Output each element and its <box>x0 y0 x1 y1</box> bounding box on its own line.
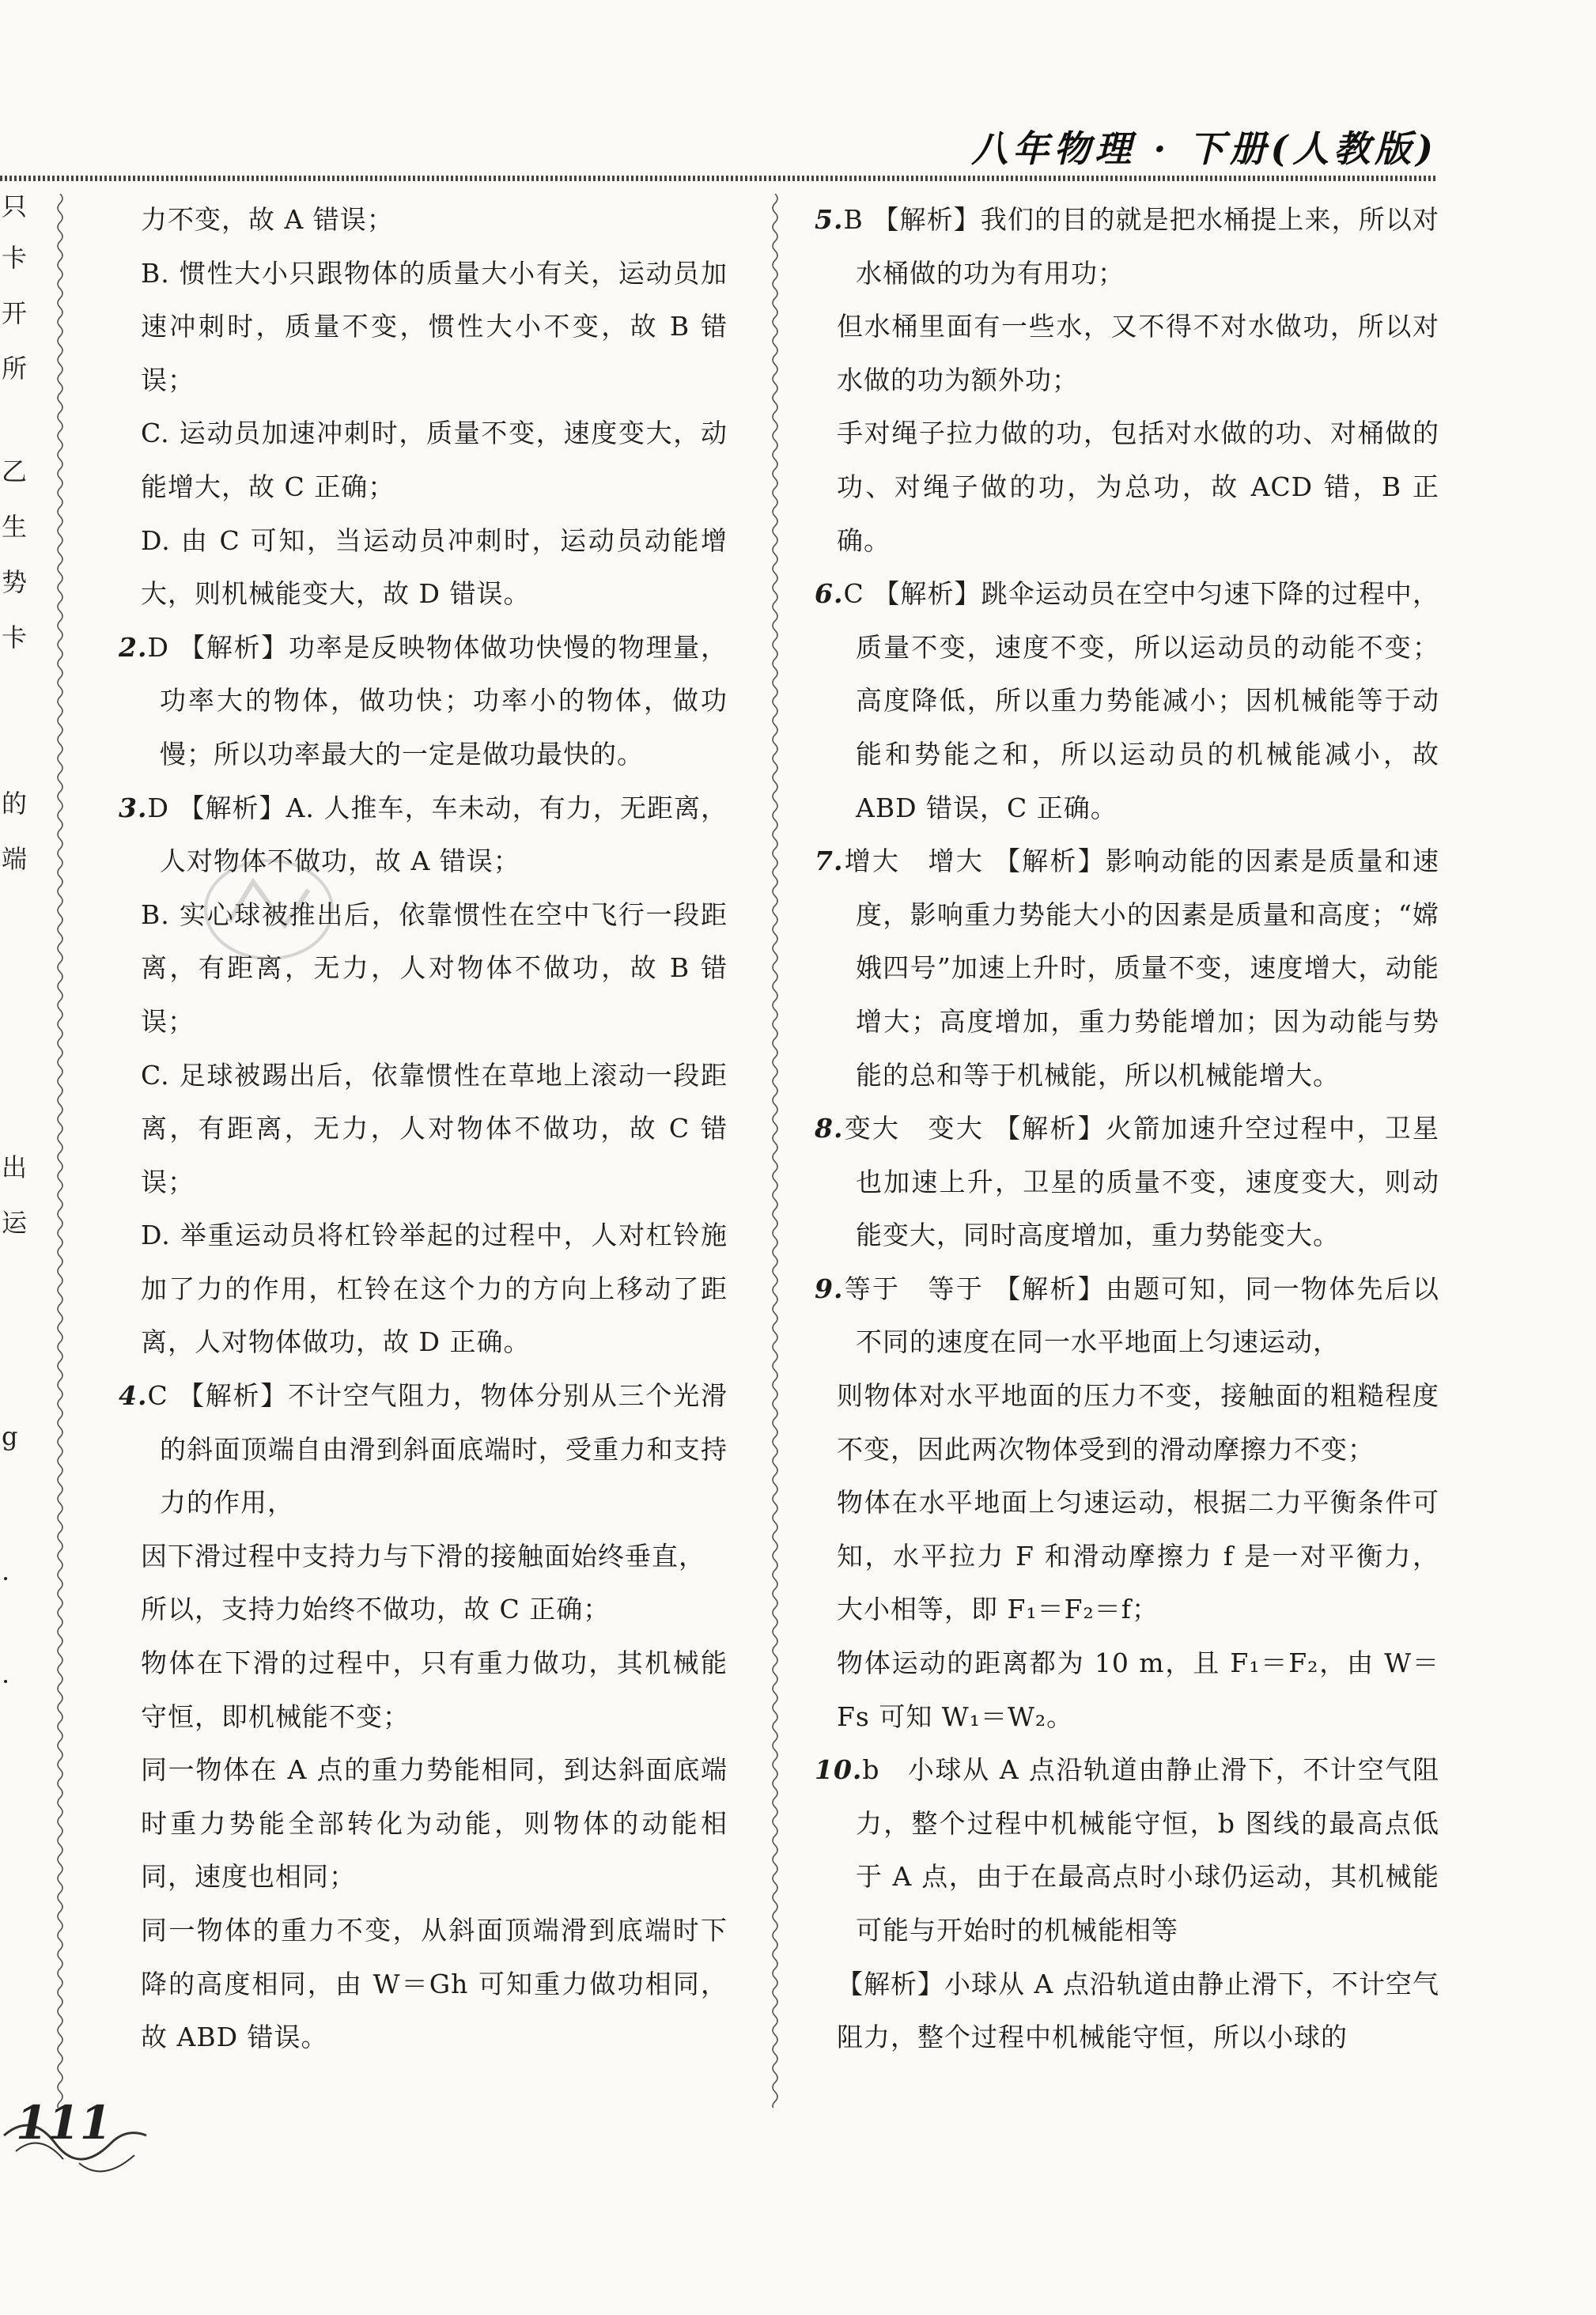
edge-fragment: 只 <box>2 191 28 221</box>
question-number: 6. <box>815 578 844 610</box>
answer-text: B. 实心球被推出后，依靠惯性在空中飞行一段距离，有距离，无力，人对物体不做功，故 B 错误； <box>141 898 728 1037</box>
answer-paragraph <box>119 621 728 781</box>
answer-text: 所以，支持力始终不做功，故 C 正确； <box>141 1594 611 1625</box>
answer-text: 手对绳子拉力做的功，包括对水做的功、对桶做的功、对绳子做的功，为总功，故 ACD 错，B 正确。 <box>837 418 1439 556</box>
question-number: 5. <box>815 204 844 235</box>
answer-paragraph <box>119 1904 728 2064</box>
answer-text: D 【解析】功率是反映物体做功快慢的物理量，功率大的物体，做功快；功率小的物体，做功慢；所以功率最大的一定是做功最快的。 <box>147 631 728 770</box>
answer-paragraph <box>815 407 1439 567</box>
answer-text: 物体在下滑的过程中，只有重力做功，其机械能守恒，即机械能不变； <box>141 1647 728 1732</box>
answer-paragraph <box>119 193 728 247</box>
answer-text: C. 运动员加速冲刺时，质量不变，速度变大，动能增大，故 C 正确； <box>141 418 728 502</box>
edge-fragment: 卡 <box>2 243 28 273</box>
answer-paragraph <box>815 1743 1439 1957</box>
answer-text: 【解析】小球从 A 点沿轨道由静止滑下，不计空气阻力，整个过程中机械能守恒，所以小球的 <box>837 1968 1439 2053</box>
answer-paragraph <box>119 1743 728 1904</box>
right-column <box>815 193 1449 2064</box>
answer-paragraph <box>815 193 1439 300</box>
header-title: 八年物理 · 下册(人教版) <box>971 127 1438 170</box>
answer-paragraph <box>119 1369 728 1530</box>
answer-text: B 【解析】我们的目的就是把水桶提上来，所以对水桶做的功为有用功； <box>843 204 1439 289</box>
answer-text: D. 由 C 可知，当运动员冲刺时，运动员动能增大，则机械能变大，故 D 错误。 <box>141 524 728 610</box>
edge-fragment: g <box>2 1421 18 1451</box>
question-number: 10. <box>815 1754 863 1786</box>
question-number: 2. <box>119 631 148 663</box>
answer-paragraph <box>815 1369 1439 1476</box>
edge-fragment: 势 <box>2 567 28 597</box>
answer-paragraph <box>119 1583 728 1636</box>
answer-paragraph <box>815 1636 1439 1743</box>
edge-fragment: 开 <box>2 298 28 328</box>
answer-paragraph <box>119 247 728 407</box>
question-number: 7. <box>815 845 844 877</box>
answer-text: 则物体对水平地面的压力不变，接触面的粗糙程度不变，因此两次物体受到的滑动摩擦力不变； <box>837 1380 1439 1465</box>
answer-paragraph <box>119 1209 728 1369</box>
answer-paragraph <box>815 300 1439 407</box>
answer-text: 同一物体在 A 点的重力势能相同，到达斜面底端时重力势能全部转化为动能，则物体的动能相同，速度也相同； <box>141 1754 728 1893</box>
answer-paragraph <box>119 1636 728 1743</box>
answer-text: 力不变，故 A 错误； <box>141 204 394 235</box>
answer-text: B. 惯性大小只跟物体的质量大小有关，运动员加速冲刺时，质量不变，惯性大小不变，故 B 错误； <box>141 257 728 395</box>
edge-fragment: 生 <box>2 512 28 542</box>
question-number: 8. <box>815 1113 844 1144</box>
answer-paragraph <box>815 834 1439 1102</box>
answer-paragraph <box>815 567 1449 834</box>
edge-fragment: 卡 <box>2 622 28 653</box>
answer-text: 等于 等于 【解析】由题可知，同一物体先后以不同的速度在同一水平地面上匀速运动， <box>843 1273 1439 1358</box>
answer-text: C 【解析】跳伞运动员在空中匀速下降的过程中，质量不变，速度不变，所以运动员的动能不变；高度降低，所以重力势能减小；因机械能等于动能和势能之和，所以运动员的机械能减小，故 ABD 错误，C 正确。 <box>843 578 1449 823</box>
column-separator-left <box>54 194 66 2108</box>
question-number: 9. <box>815 1273 844 1304</box>
edge-fragment: · <box>2 1564 10 1594</box>
answer-text: 因下滑过程中支持力与下滑的接触面始终垂直， <box>141 1540 705 1572</box>
answer-text: 增大 增大 【解析】影响动能的因素是质量和速度，影响重力势能大小的因素是质量和高度；“嫦娥四号”加速上升时，质量不变，速度增大，动能增大；高度增加，重力势能增加；因为动能与势能的总和等于机械能，所以机械能增大。 <box>843 845 1439 1091</box>
edge-fragment: 的 <box>2 789 28 819</box>
answer-text: 物体在水平地面上匀速运动，根据二力平衡条件可知，水平拉力 F 和滑动摩擦力 f 是一对平衡力，大小相等，即 F₁＝F₂＝f； <box>837 1487 1439 1625</box>
edge-fragment: · <box>2 1666 10 1697</box>
answer-paragraph <box>815 1958 1439 2064</box>
column-separator-middle <box>769 194 781 2108</box>
edge-fragment: 端 <box>2 844 28 874</box>
answer-paragraph <box>119 1049 728 1209</box>
answer-text: 变大 变大 【解析】火箭加速升空过程中，卫星也加速上升，卫星的质量不变，速度变大，则动能变大，同时高度增加，重力势能变大。 <box>843 1113 1439 1251</box>
left-column <box>119 193 728 2064</box>
answer-paragraph <box>119 407 728 513</box>
question-number: 3. <box>119 792 148 823</box>
page-number: 111 <box>16 2096 112 2150</box>
answer-paragraph <box>815 1476 1439 1636</box>
edge-fragment: 所 <box>2 354 28 384</box>
edge-fragment: 乙 <box>2 456 28 486</box>
answer-text: D. 举重运动员将杠铃举起的过程中，人对杠铃施加了力的作用，杠铃在这个力的方向上移动了距离，人对物体做功，故 D 正确。 <box>141 1220 728 1358</box>
question-number: 4. <box>119 1380 148 1412</box>
answer-paragraph <box>119 514 728 621</box>
answer-text: 但水桶里面有一些水，又不得不对水做功，所以对水做的功为额外功； <box>837 311 1439 395</box>
watermark-stamp-icon <box>198 850 340 969</box>
answer-text: C 【解析】不计空气阻力，物体分别从三个光滑的斜面顶端自由滑到斜面底端时，受重力和支持力的作用， <box>147 1380 728 1519</box>
answer-paragraph <box>815 1262 1439 1369</box>
answer-paragraph <box>119 1530 728 1583</box>
answer-text: 物体运动的距离都为 10 m，且 F₁＝F₂，由 W＝Fs 可知 W₁＝W₂。 <box>837 1647 1439 1732</box>
answer-text: D 【解析】A. 人推车，车未动，有力，无距离，人对物体不做功，故 A 错误； <box>147 792 728 877</box>
answer-text: C. 足球被踢出后，依靠惯性在草地上滚动一段距离，有距离，无力，人对物体不做功，故 C 错误； <box>141 1059 728 1197</box>
header-rule <box>0 176 1435 181</box>
answer-paragraph <box>815 1102 1439 1262</box>
answer-text: b 小球从 A 点沿轨道由静止滑下，不计空气阻力，整个过程中机械能守恒，b 图线的最高点低于 A 点，由于在最高点时小球仍运动，其机械能可能与开始时的机械能相等 <box>856 1754 1439 1946</box>
edge-fragment: 运 <box>2 1208 28 1238</box>
edge-fragment: 出 <box>2 1152 28 1182</box>
answer-text: 同一物体的重力不变，从斜面顶端滑到底端时下降的高度相同，由 W＝Gh 可知重力做功相同，故 ABD 错误。 <box>141 1915 728 2053</box>
